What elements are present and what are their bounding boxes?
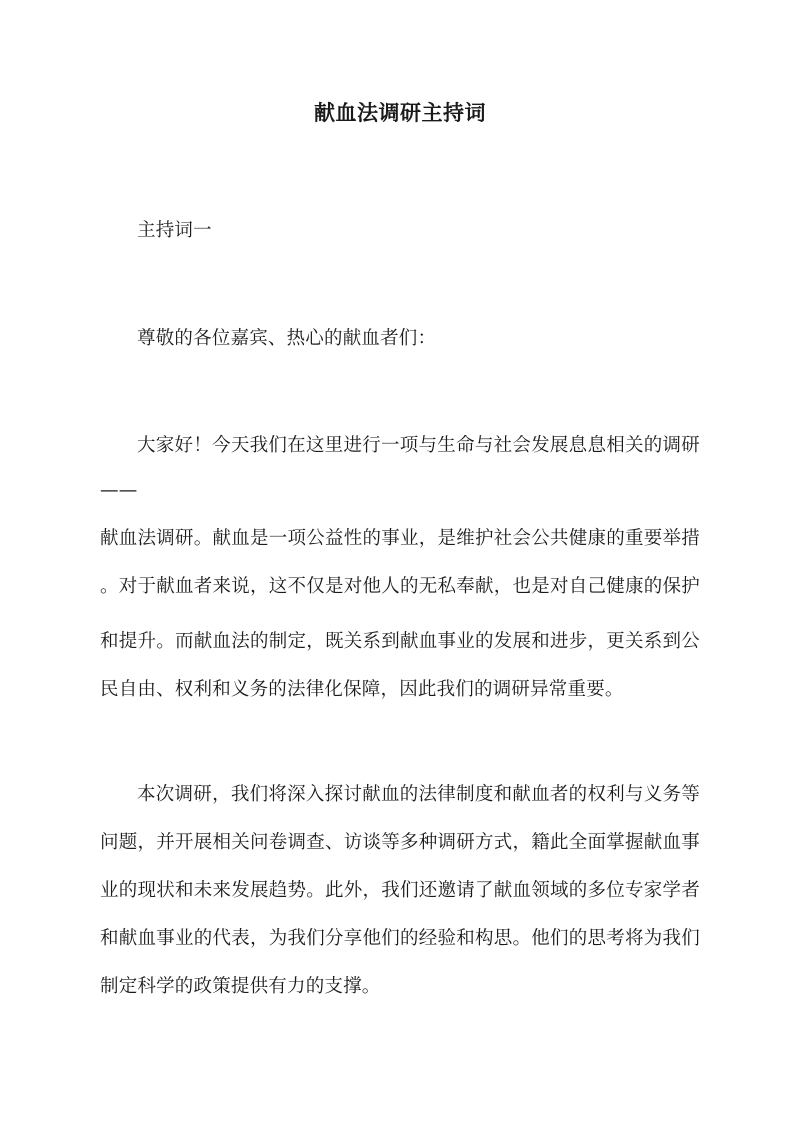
document-title: 献血法调研主持词 (314, 100, 486, 125)
paragraph2-line: 制定科学的政策提供有力的支撑。 (100, 976, 381, 997)
paragraph1-line: 大家好！今天我们在这里进行一项与生命与社会发展息息相关的调研 (137, 435, 700, 456)
paragraph2-line: 问题，并开展相关问卷调查、访谈等多种调研方式，籍此全面掌握献血事 (100, 832, 700, 853)
paragraph1-line: 。对于献血者来说，这不仅是对他人的无私奉献，也是对自己健康的保护 (100, 576, 700, 597)
paragraph2-line: 本次调研，我们将深入探讨献血的法律制度和献血者的权利与义务等 (137, 784, 700, 805)
paragraph2-line: 和献血事业的代表，为我们分享他们的经验和构思。他们的思考将为我们 (100, 928, 700, 949)
paragraph1-line: —— (100, 480, 138, 501)
paragraph1-line: 献血法调研。献血是一项公益性的事业，是维护社会公共健康的重要举措 (100, 528, 700, 549)
paragraph1-line: 民自由、权利和义务的法律化保障，因此我们的调研异常重要。 (100, 679, 624, 700)
section-heading: 主持词一 (137, 220, 212, 241)
salutation: 尊敬的各位嘉宾、热心的献血者们： (137, 328, 437, 349)
paragraph1-line: 和提升。而献血法的制定，既关系到献血事业的发展和进步，更关系到公 (100, 631, 700, 652)
paragraph2-line: 业的现状和未来发展趋势。此外，我们还邀请了献血领域的多位专家学者 (100, 880, 700, 901)
